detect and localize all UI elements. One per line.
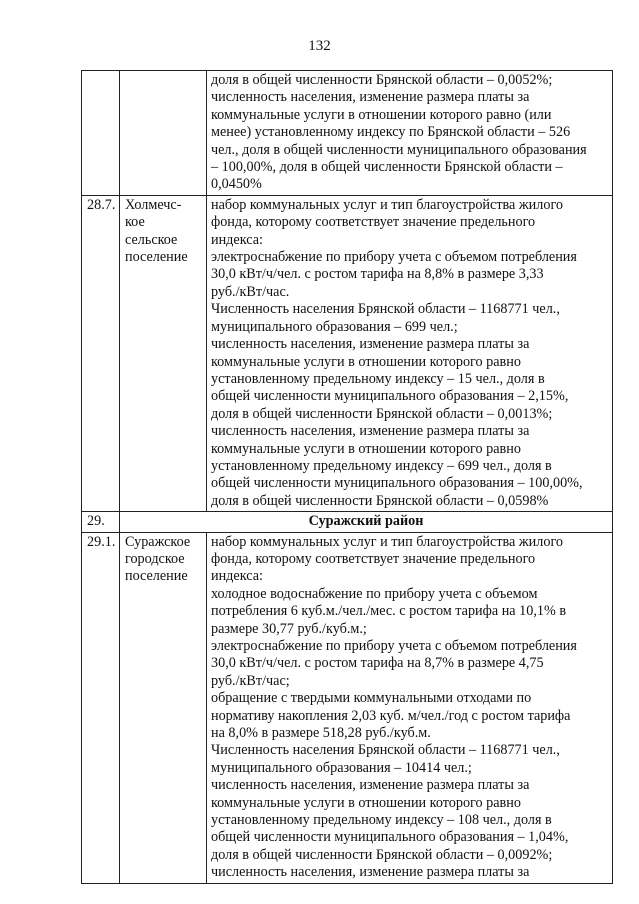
place-line: Суражское bbox=[125, 533, 191, 550]
text-line: установленному предельному индексу – 108 чел., доля в bbox=[211, 812, 552, 829]
text-line: численность населения, изменение размера платы за bbox=[211, 336, 530, 353]
table-row-continuation bbox=[82, 71, 613, 196]
district-title: Суражский район bbox=[120, 512, 613, 532]
text-line: потребления 6 куб.м./чел./мес. с ростом тарифа на 10,1% в bbox=[211, 603, 567, 620]
text-line: численность населения, изменение размера платы за bbox=[211, 864, 530, 881]
text-line: фонда, которому соответствует значение предельного bbox=[211, 550, 536, 567]
text-line: руб./кВт/час; bbox=[211, 672, 290, 689]
text-line: коммунальные услуги в отношении которого равно bbox=[211, 794, 521, 811]
text-line: муниципального образования – 10414 чел.; bbox=[211, 759, 472, 776]
text-line: численность населения, изменение размера платы за bbox=[211, 89, 530, 106]
table-row-29-1 bbox=[82, 532, 613, 883]
text-line: нормативу накопления 2,03 куб. м/чел./год с ростом тарифа bbox=[211, 707, 571, 724]
table-row-28-7 bbox=[82, 195, 613, 511]
text-line: коммунальные услуги в отношении которого равно (или bbox=[211, 106, 552, 123]
text-line: индекса: bbox=[211, 568, 263, 585]
text-line: менее) установленному индексу по Брянской области – 526 bbox=[211, 124, 571, 141]
text-line: холодное водоснабжение по прибору учета с объемом bbox=[211, 585, 538, 602]
cell-number: 28.7. bbox=[82, 195, 120, 511]
text-line: доля в общей численности Брянской области – 0,0092%; bbox=[211, 846, 553, 863]
text-line: на 8,0% в размере 518,28 руб./куб.м. bbox=[211, 725, 431, 742]
text-line: доля в общей численности Брянской области – 0,0052%; bbox=[211, 72, 553, 88]
text-line: доля в общей численности Брянской области – 0,0013%; bbox=[211, 405, 553, 422]
text-line: установленному предельному индексу – 15 чел., доля в bbox=[211, 370, 545, 387]
cell-number: 29.1. bbox=[82, 532, 120, 883]
text-line: установленному предельному индексу – 699 чел., доля в bbox=[211, 457, 552, 474]
table-row-29 bbox=[82, 512, 613, 532]
place-line: кое bbox=[125, 214, 145, 231]
cell-number: 29. bbox=[82, 512, 120, 532]
place-line: Холмечс- bbox=[125, 196, 182, 213]
cell-number bbox=[82, 71, 120, 196]
cell-place bbox=[120, 71, 207, 196]
text-line: фонда, которому соответствует значение предельного bbox=[211, 214, 536, 231]
place-line: городское bbox=[125, 550, 185, 567]
text-line: 0,0450% bbox=[211, 176, 262, 193]
cell-place bbox=[120, 195, 207, 511]
tariff-table bbox=[81, 70, 613, 884]
text-line: 30,0 кВт/ч/чел. с ростом тарифа на 8,8% в размере 3,33 bbox=[211, 266, 544, 283]
text-line: Численность населения Брянской области – 1168771 чел., bbox=[211, 742, 560, 759]
place-line: поселение bbox=[125, 249, 188, 266]
text-line: Численность населения Брянской области – 1168771 чел., bbox=[211, 301, 560, 318]
text-line: чел., доля в общей численности муниципального образования bbox=[211, 141, 587, 158]
text-line: электроснабжение по прибору учета с объемом потребления bbox=[211, 249, 577, 266]
cell-description bbox=[207, 532, 613, 883]
text-line: набор коммунальных услуг и тип благоустройства жилого bbox=[211, 533, 564, 550]
text-line: – 100,00%, доля в общей численности Брянской области – bbox=[211, 159, 563, 176]
text-line: руб./кВт/час. bbox=[211, 283, 290, 300]
text-line: набор коммунальных услуг и тип благоустройства жилого bbox=[211, 196, 564, 213]
text-line: коммунальные услуги в отношении которого равно bbox=[211, 353, 521, 370]
text-line: обращение с твердыми коммунальными отходами по bbox=[211, 690, 532, 707]
page-number: 132 bbox=[308, 38, 331, 54]
place-line: поселение bbox=[125, 568, 188, 585]
text-line: численность населения, изменение размера платы за bbox=[211, 777, 530, 794]
text-line: размере 30,77 руб./куб.м.; bbox=[211, 620, 367, 637]
text-line: муниципального образования – 699 чел.; bbox=[211, 318, 458, 335]
text-line: численность населения, изменение размера платы за bbox=[211, 423, 530, 440]
text-line: 30,0 кВт/ч/чел. с ростом тарифа на 8,7% в размере 4,75 bbox=[211, 655, 544, 672]
text-line: общей численности муниципального образования – 2,15%, bbox=[211, 388, 569, 405]
cell-place bbox=[120, 532, 207, 883]
place-line: сельское bbox=[125, 231, 178, 248]
cell-description bbox=[207, 71, 613, 196]
text-line: электроснабжение по прибору учета с объемом потребления bbox=[211, 638, 577, 654]
cell-description bbox=[207, 195, 613, 511]
text-line: доля в общей численности Брянской области – 0,0598% bbox=[211, 492, 549, 509]
text-line: общей численности муниципального образования – 1,04%, bbox=[211, 829, 569, 846]
text-line: индекса: bbox=[211, 231, 263, 248]
text-line: общей численности муниципального образования – 100,00%, bbox=[211, 475, 583, 492]
text-line: коммунальные услуги в отношении которого равно bbox=[211, 440, 521, 457]
